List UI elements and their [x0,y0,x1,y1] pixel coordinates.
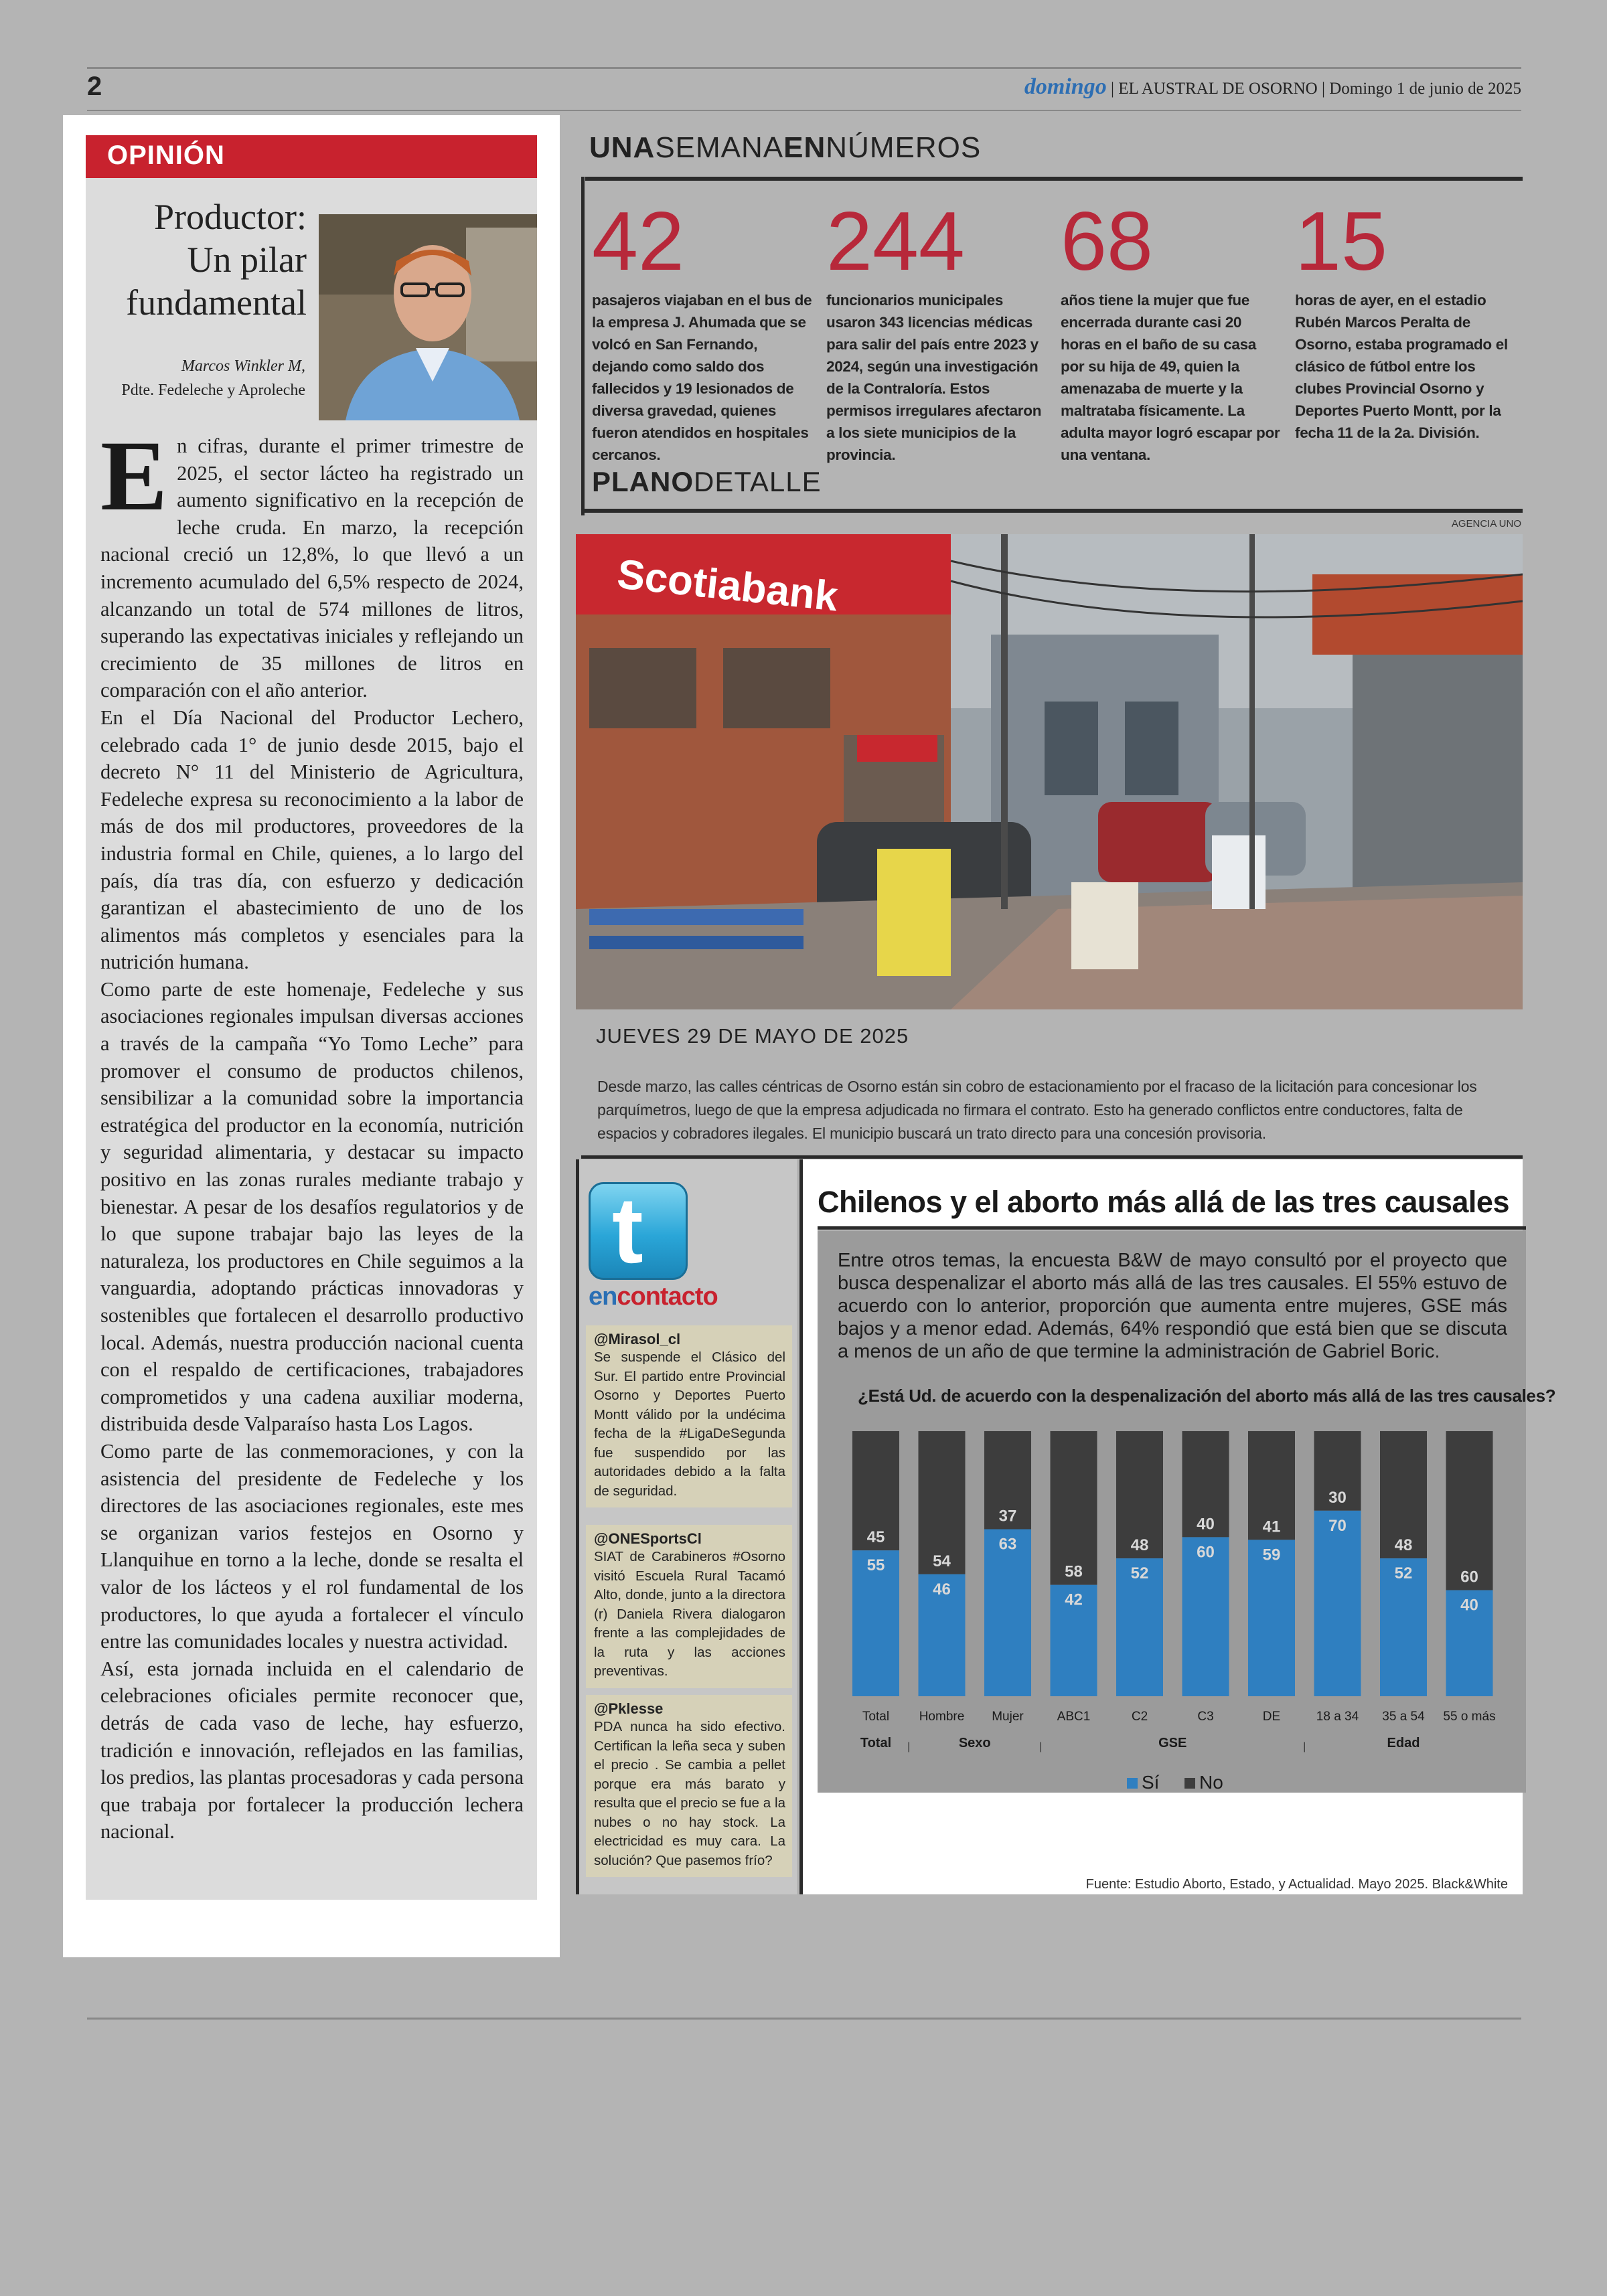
title-line: fundamental [126,282,307,323]
tweet-text: Se suspende el Clásico del Sur. El partido entre Provincial Osorno y Deportes Puerto Montt válido por la undécima fecha de la #LigaDeSegunda fue suspendido por las autoridades debido a la falta de seguridad. [594,1349,785,1499]
number-value: 244 [826,195,965,288]
data-label-no: 37 [998,1507,1017,1526]
author-name: Marcos Winkler M, [181,357,305,375]
data-label-si: 70 [1328,1516,1347,1535]
title-light: NÚMEROS [826,131,982,164]
divider [585,177,1523,181]
street-scene-illustration [576,534,1523,1009]
tweet-text: PDA nunca ha sido efectivo. Certifican la leña seca y suben el precio . Se cambia a pellet porque era más barato y resulta que el precio se fue a la nubes o no hay stock. La electricidad es muy cara. La solución? Que pasemos frío? [594,1719,785,1868]
data-label-no: 30 [1328,1488,1347,1507]
divider [818,1226,1526,1230]
group-label: Sexo [958,1736,991,1750]
logo-letter: t [612,1177,643,1283]
legend-label-no: No [1199,1772,1223,1793]
number-text: horas de ayer, en el estadio Rubén Marcos Peralta de Osorno, estaba programado el clásico de fútbol entre los clubes Provincial Osorno y Deportes Puerto Montt, por la fecha 11 de la 2a. División. [1295,292,1508,441]
bank-sign: Scotiabank [615,551,840,621]
chart-source: Fuente: Estudio Aborto, Estado, y Actualidad. Mayo 2025. Black&White [1085,1877,1508,1892]
paragraph-text: n cifras, durante el primer trimestre de 2025, el sector lácteo ha registrado un aumento significativo en la recepción de leche cruda. En marzo, la recepción nacional creció un 12,8%, lo que llevó a un incremento acumulado del 6,5% respecto de 2024, alcanzando un total de 574 millones de litros, superando las expectativas iniciales y reflejando un crecimiento de 35 millones de litros en comparación con el año anterior. [100,434,524,702]
data-label-no: 41 [1262,1518,1281,1536]
category-label: ABC1 [1057,1710,1091,1724]
data-label-no: 48 [1394,1536,1413,1555]
title-line: Productor: [154,197,307,237]
group-separator: | [1039,1741,1043,1752]
dropcap: E [100,420,168,531]
article-paragraph: Como parte de las conmemoraciones, y con la asistencia del presidente de Fedeleche y los directores de las asociaciones regionales, este mes se organizan varios festejos en Osorno y Llanquihue en torno a la leche, donde se resalta el valor de los lácteos y el rol fundamental de los productores, lo que ayuda a fortalecer el vínculo entre las comunidades locales y nuestra actividad. [100,1439,524,1653]
section-title-plano [592,466,822,498]
chart-headline: Chilenos y el aborto más allá de las tres causales [818,1185,1509,1219]
chart-box [818,1230,1556,1793]
tweet-handle: @Mirasol_cl [594,1331,681,1347]
group-label: GSE [1158,1736,1187,1750]
legend-swatch-no [1184,1778,1195,1789]
article-paragraph: Como parte de este homenaje, Fedeleche y sus asociaciones regionales impulsan diversas acciones a través de la campaña “Yo Tomo Leche” para promover el consumo de productos chilenos, sensibilizar a la comunidad sobre la importancia estratégica del productor en la economía, nutrición y seguridad alimentaria, y destacar su impacto positivo en las zonas rurales mediante trabajo y bienestar. A pesar de los desafíos regulatorios y de lo que supone trabajar bajo las leyes de la naturaleza, los productores en Chile seguimos a la vanguardia, adoptando prácticas innovadoras y sostenibles que fortalecen el desarrollo productivo local. Además, nuestra producción nacional cuenta con el respaldo de certificaciones, trabajadores comprometidos y una cadena auxiliar moderna, distribuida desde Valparaíso hasta Los Lagos. [100,977,524,1436]
data-label-si: 52 [1130,1564,1149,1583]
legend-swatch-si [1127,1778,1138,1789]
number-text: años tiene la mujer que fue encerrada durante casi 20 horas en el baño de su casa por su hija de 49, quien la amenazaba de muerte y la maltrataba físicamente. La adulta mayor logró escapar por una ventana. [1061,292,1280,463]
category-label: Hombre [919,1710,965,1724]
tweet-card [586,1325,792,1507]
label-en: en [589,1283,617,1311]
data-label-si: 40 [1460,1596,1478,1615]
masthead-separator: | [1321,80,1325,98]
data-label-no: 54 [933,1552,951,1570]
article-paragraph: Así, esta jornada incluida en el calendario de celebraciones oficiales permite reconocer que, detrás de cada vaso de leche, hay esfuerzo, tradición e innovación, reflejados en las familias, los predios, las plantas procesadoras y cada persona que trabaja por fortalecer la producción lechera nacional. [100,1657,524,1843]
opinion-panel [63,115,560,1957]
data-label-no: 60 [1460,1568,1478,1586]
data-label-si: 55 [866,1556,885,1575]
category-label: 55 o más [1443,1710,1496,1724]
number-value: 68 [1061,195,1153,288]
newspaper-name: EL AUSTRAL DE OSORNO [1118,80,1318,98]
street-photo [576,534,1523,1009]
article-paragraph: En el Día Nacional del Productor Lechero, celebrado cada 1° de junio desde 2015, bajo el decreto N° 11 del Ministerio de Agricultura, Fedeleche expresa su reconocimiento a la labor de más de dos mil productores, proveedores de la industria formal en Chile, quienes, a lo largo del país, día tras día, con esfuerzo y dedicación garantizan el abastecimiento de uno de los alimentos más completos y esenciales para la nutrición humana. [100,706,524,974]
group-label: Total [860,1736,892,1750]
data-label-si: 42 [1065,1590,1083,1609]
twitter-icon [589,1177,688,1283]
category-label: 18 a 34 [1316,1710,1359,1724]
author-photo [319,214,537,420]
tweet-handle: @Pklesse [594,1700,664,1717]
category-label: C3 [1197,1710,1214,1724]
bar-si [1314,1511,1361,1696]
opinion-article [86,135,537,1900]
chart-panel [799,1159,1556,1894]
group-separator: | [1303,1741,1306,1752]
number-text: funcionarios municipales usaron 343 licencias médicas para salir del país entre 2023 y 2024, según una investigación de la Contraloría. Estos permisos irregulares afectaron a los siete municipios de la provincia. [826,292,1042,463]
number-item [1295,195,1516,444]
number-item [826,195,1047,466]
number-value: 15 [1295,195,1387,288]
tweet-handle: @ONESportsCl [594,1530,702,1547]
label-contacto: contacto [617,1283,718,1311]
page-number: 2 [87,72,102,101]
category-label: Total [862,1710,890,1724]
section-banner [86,135,537,178]
article-body [100,420,524,1846]
chart-question: ¿Está Ud. de acuerdo con la despenalización del aborto más allá de las tres causales? [858,1386,1556,1406]
bar-si [984,1530,1031,1696]
title-light: DETALLE [694,466,822,497]
photo-credit: AGENCIA UNO [1451,518,1521,529]
article-title [86,195,307,324]
data-label-si: 63 [998,1535,1017,1554]
title-light: SEMANA [655,131,784,164]
category-label: 35 a 54 [1382,1710,1425,1724]
issue-date: Domingo 1 de junio de 2025 [1329,80,1521,98]
contact-column [576,1159,797,1894]
number-item [1061,195,1282,466]
number-text: pasajeros viajaban en el bus de la empresa J. Ahumada que se volcó en San Fernando, dejando como saldo dos fallecidos y 19 lesionados de diversa gravedad, quienes fueron atendidos en hospitales cercanos. [592,292,812,463]
category-label: Mujer [992,1710,1024,1724]
data-label-no: 58 [1065,1562,1083,1581]
data-label-si: 52 [1394,1564,1413,1583]
title-bold: EN [783,131,826,164]
divider [581,177,585,515]
contact-label [589,1283,718,1311]
group-label: Edad [1387,1736,1420,1750]
title-line: Un pilar [187,240,307,280]
data-label-si: 46 [933,1580,951,1598]
masthead-separator: | [1110,80,1114,98]
brand-name: domingo [1024,74,1107,99]
section-label: OPINIÓN [107,141,225,170]
photo-date: JUEVES 29 DE MAYO DE 2025 [596,1024,909,1048]
page-header [87,67,1521,111]
article-paragraph [100,420,524,704]
data-label-no: 45 [866,1528,885,1547]
data-label-no: 40 [1197,1515,1215,1534]
bar-no [1446,1431,1493,1590]
divider [87,2018,1521,2020]
category-label: C2 [1131,1710,1148,1724]
data-label-si: 59 [1262,1546,1281,1564]
bar-no [1051,1431,1097,1585]
data-label-no: 48 [1130,1536,1149,1555]
masthead [1024,74,1521,100]
tweet-card [586,1695,792,1877]
tweet-text: SIAT de Carabineros #Osorno visitó Escuela Rural Tacamó Alto, donde, junto a la directora (r) Daniela Rivera dialogaron frente a las complejidades de la ruta y las acciones preventivas. [594,1549,785,1679]
title-bold: UNA [589,131,656,164]
chart-intro: Entre otros temas, la encuesta B&W de mayo consultó por el proyecto que busca despenalizar el aborto más allá de las tres causales. El 55% estuvo de acuerdo con lo anterior, proporción que aumenta entre mujeres, GSE más bajos y a menor edad. Además, 64% respondió que está bien que se discuta a menos de un año de que termine la administración de Gabriel Boric. [838,1250,1507,1362]
author-portrait-illustration [319,214,537,420]
number-value: 42 [592,195,684,288]
data-label-si: 60 [1197,1543,1215,1562]
author-role: Pdte. Fedeleche y Aproleche [121,382,305,399]
tweet-card [586,1525,792,1688]
title-bold: PLANO [592,466,694,497]
category-label: DE [1262,1710,1281,1724]
divider [581,1155,1523,1159]
section-title-semana [589,131,981,165]
legend-label-si: Sí [1142,1772,1160,1793]
number-item [592,195,813,466]
group-separator: | [907,1741,911,1752]
photo-description: Desde marzo, las calles céntricas de Osorno están sin cobro de estacionamiento por el fracaso de la licitación para concesionar los parquímetros, luego de que la empresa adjudicada no firmara el contrato. Esto ha generado conflictos entre conductores, falta de espacios y cobradores ilegales. El municipio buscará un trato directo para una concesión provisoria. [597,1078,1477,1142]
divider [581,509,1523,513]
